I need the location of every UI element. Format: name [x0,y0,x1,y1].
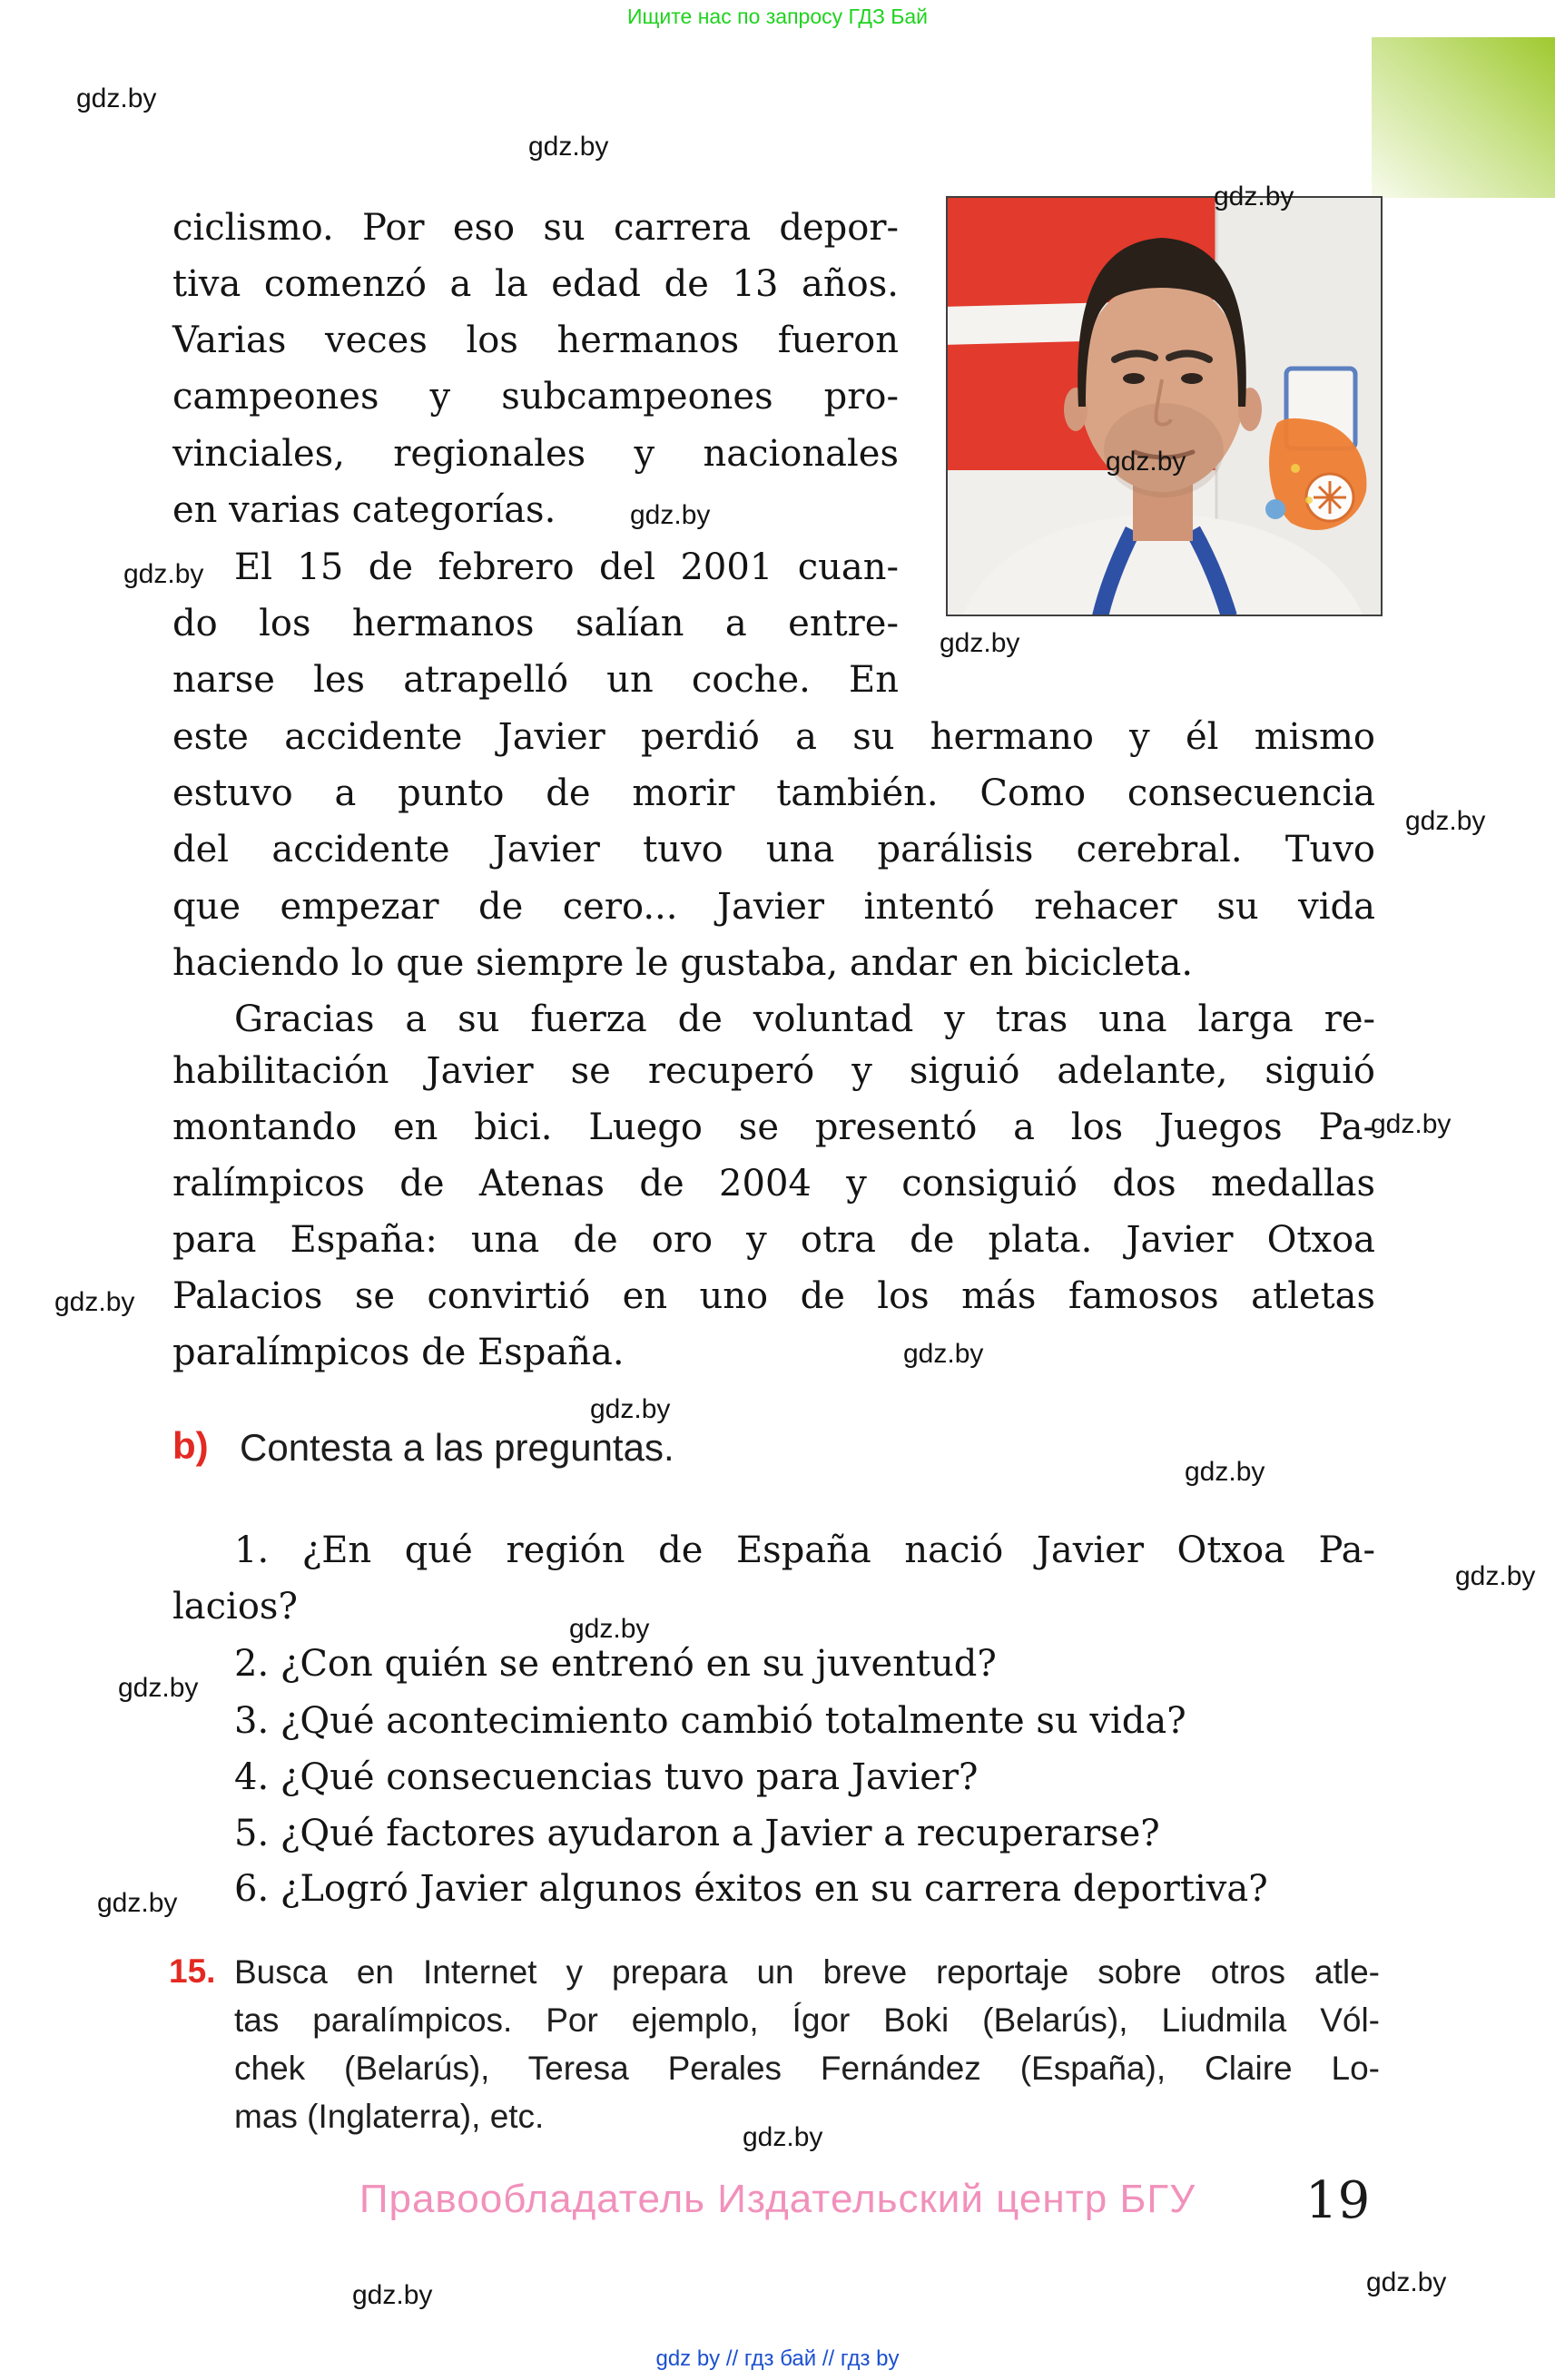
task-15-number: 15. [169,1952,216,1990]
gdz-watermark: gdz.by [54,1287,135,1317]
gdz-watermark: gdz.by [940,628,1020,658]
article-line: montando en bici. Luego se presentó a los Juegos Pa- [172,1106,1375,1148]
gdz-watermark: gdz.by [1106,447,1186,477]
gdz-watermark: gdz.by [1214,182,1294,211]
promo-banner: Ищите нас по запросу ГДЗ Бай [626,5,929,28]
page-number: 19 [1305,2171,1371,2230]
gdz-watermark: gdz.by [630,500,711,530]
gdz-watermark: gdz.by [743,2122,823,2152]
gdz-watermark: gdz.by [569,1614,650,1644]
article-line: del accidente Javier tuvo una parálisis cerebral. Tuvo [172,829,1375,870]
gdz-watermark: gdz.by [528,132,609,162]
article-line: narse les atrapelló un coche. En [172,659,899,701]
question-line: lacios? [172,1586,298,1628]
article-line: El 15 de febrero del 2001 cuan- [234,546,899,588]
gdz-watermark: gdz.by [1185,1457,1265,1487]
portrait-photo-illustration [946,196,1383,616]
article-line: vinciales, regionales y nacionales [172,433,899,475]
question-line: 5. ¿Qué factores ayudaron a Javier a recuperarse? [234,1813,1160,1854]
task15-line: Busca en Internet y prepara un breve reportaje sobre otros atle- [234,1953,1380,1991]
gdz-watermark: gdz.by [76,84,157,113]
article-line: Palacios se convirtió en uno de los más famosos atletas [172,1275,1375,1317]
task15-line: mas (Inglaterra), etc. [234,2098,545,2135]
article-line: estuvo a punto de morir también. Como consecuencia [172,772,1375,814]
article-line: en varias categorías. [172,489,556,531]
question-line: 1. ¿En qué región de España nació Javier Otxoa Pa- [234,1529,1375,1571]
article-line: que empezar de cero... Javier intentó rehacer su vida [172,886,1375,928]
gdz-watermark: gdz.by [352,2280,433,2310]
gdz-watermark: gdz.by [118,1673,199,1703]
article-line: ralímpicos de Atenas de 2004 y consiguió dos medallas [172,1163,1375,1205]
portrait-photo [946,196,1383,616]
article-line: Gracias a su fuerza de voluntad y tras una larga re- [234,998,1375,1040]
article-line: paralímpicos de España. [172,1332,625,1373]
article-line: campeones y subcampeones pro- [172,376,899,418]
gdz-watermark: gdz.by [123,559,204,589]
article-line: ciclismo. Por eso su carrera depor- [172,207,899,249]
gdz-watermark: gdz.by [1405,806,1486,836]
green-gradient-square [1372,37,1555,198]
question-line: 3. ¿Qué acontecimiento cambió totalmente su vida? [234,1700,1186,1742]
gdz-watermark: gdz.by [1455,1561,1536,1591]
article-line: haciendo lo que siempre le gustaba, andar en bicicleta. [172,942,1194,984]
gdz-watermark: gdz.by [1371,1109,1452,1139]
section-b-title: Contesta a las preguntas. [240,1426,674,1469]
gdz-watermark: gdz.by [1366,2267,1447,2297]
footer-links[interactable]: gdz by // гдз бай // гдз by [655,2346,900,2371]
photo-eye-left [1123,373,1145,384]
article-line: para España: una de oro y otra de plata. Javier Otxoa [172,1219,1375,1261]
section-b-label: b) [172,1424,209,1467]
article-line: Varias veces los hermanos fueron [172,320,899,361]
article-line: habilitación Javier se recuperó y siguió adelante, siguió [172,1050,1375,1092]
gdz-watermark: gdz.by [590,1394,671,1424]
photo-eye-right [1181,373,1203,384]
gdz-watermark: gdz.by [903,1339,984,1369]
gdz-watermark: gdz.by [97,1888,178,1918]
question-line: 2. ¿Con quién se entrenó en su juventud? [234,1643,997,1685]
copyright-notice: Правообладатель Издательский центр БГУ [359,2177,1196,2221]
article-line: tiva comenzó a la edad de 13 años. [172,263,899,305]
article-line: este accidente Javier perdió a su hermano y él mismo [172,716,1375,758]
question-line: 6. ¿Logró Javier algunos éxitos en su carrera deportiva? [234,1868,1268,1910]
question-line: 4. ¿Qué consecuencias tuvo para Javier? [234,1756,979,1798]
article-line: do los hermanos salían a entre- [172,603,899,644]
task15-line: tas paralímpicos. Por ejemplo, Ígor Boki (Belarús), Liudmila Vól- [234,2001,1380,2039]
task15-line: chek (Belarús), Teresa Perales Fernández (España), Claire Lo- [234,2050,1380,2087]
